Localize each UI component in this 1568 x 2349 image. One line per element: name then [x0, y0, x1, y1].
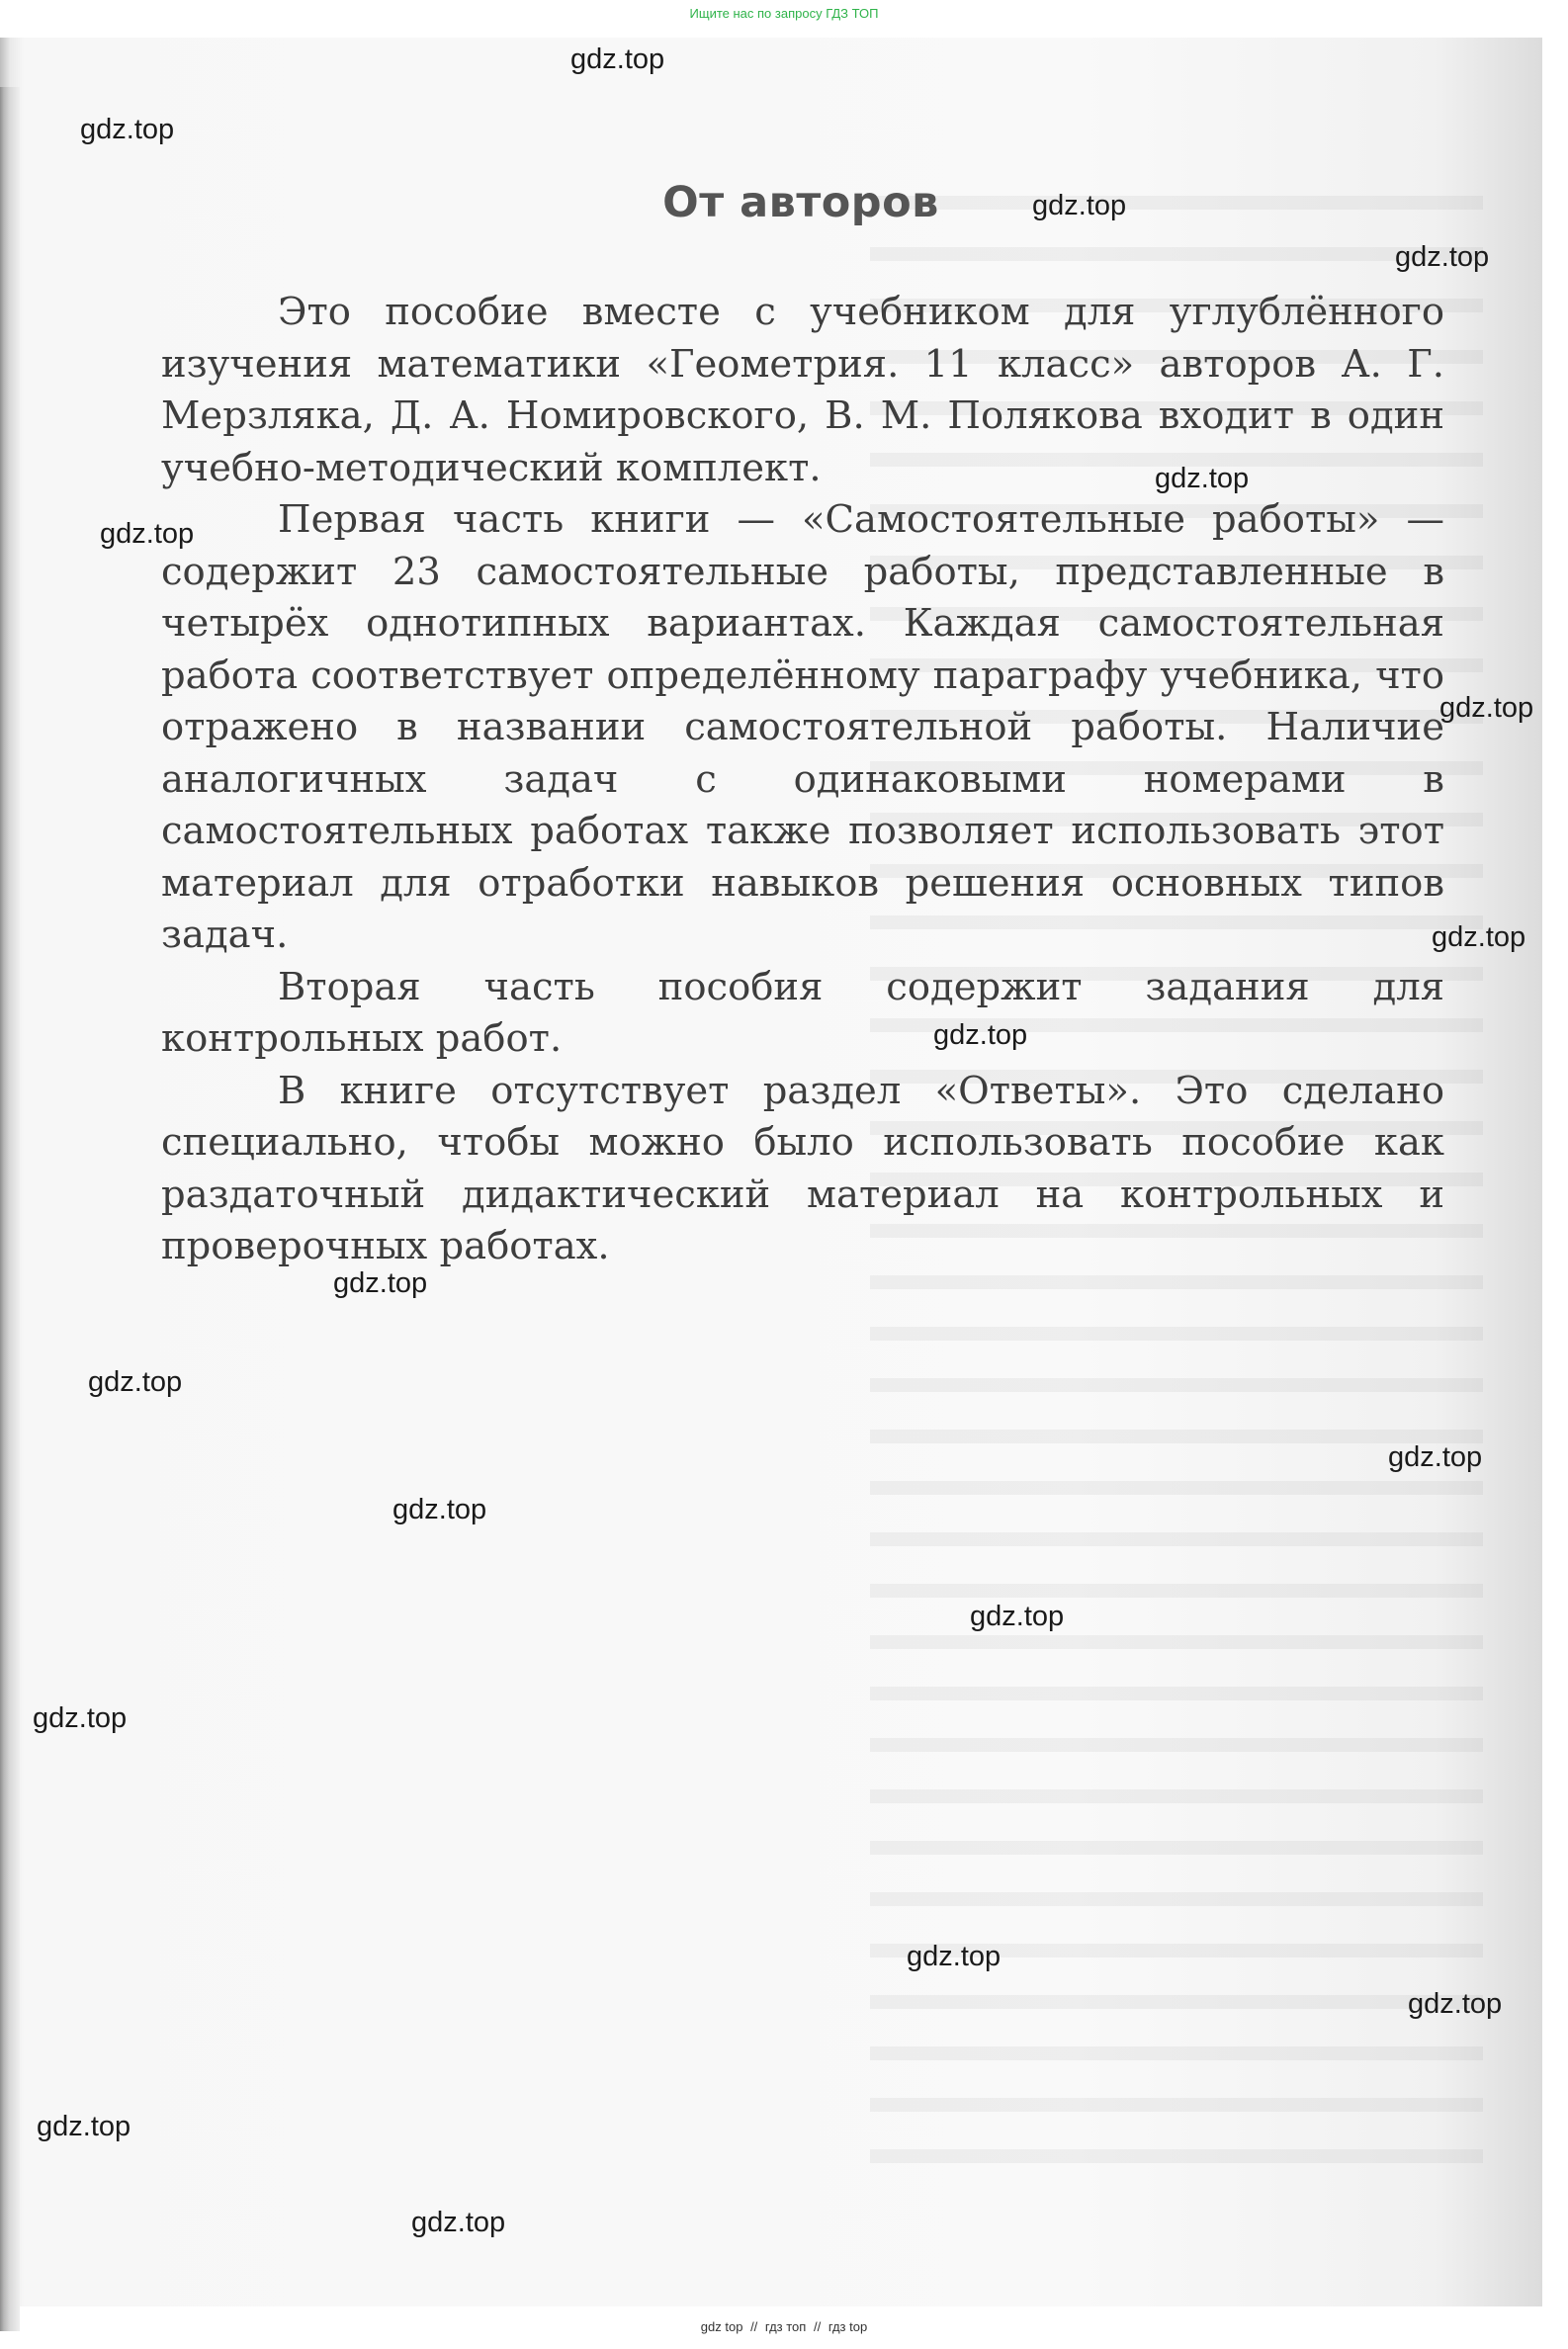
watermark: gdz.top [1155, 463, 1250, 494]
link-gdz-top-cyrillic[interactable]: гдз топ [764, 2319, 807, 2334]
watermark: gdz.top [411, 2207, 506, 2238]
watermark: gdz.top [80, 114, 175, 145]
watermark: gdz.top [970, 1601, 1065, 1632]
watermark: gdz.top [1388, 1441, 1483, 1473]
watermark: gdz.top [392, 1494, 487, 1525]
watermark: gdz.top [333, 1267, 428, 1299]
paragraph-2: Первая часть книги — «Самостоятельные работы» — содержит 23 самостоятельные работы, представленные в четырёх однотипных вариантах. Каждая самостоятельная работа соответствует определённому параграфу учебника, что отражено в названии самостоятельной работы. Наличие аналогичных задач с одинаковыми номерами в самостоятельных работах также позволяет использовать этот материал для отработки навыков решения основных типов задач. [161, 497, 1444, 957]
link-separator: // [750, 2319, 758, 2334]
watermark: gdz.top [907, 1941, 1002, 1972]
top-banner[interactable]: Ищите нас по запросу ГДЗ ТОП [689, 6, 879, 21]
paragraph-4: В книге отсутствует раздел «Ответы». Это сделано специально, чтобы можно было использовать пособие как раздаточный дидактический материал на контрольных и проверочных работах. [161, 1068, 1444, 1268]
watermark: gdz.top [1032, 190, 1127, 221]
watermark: gdz.top [933, 1019, 1028, 1051]
watermark: gdz.top [1408, 1988, 1503, 2020]
bottom-links [0, 2319, 1568, 2334]
watermark: gdz.top [1439, 692, 1534, 724]
watermark: gdz.top [33, 1702, 128, 1734]
watermark: gdz.top [570, 44, 665, 75]
paragraph-1: Это пособие вместе с учебником для углублённого изучения математики «Геометрия. 11 класс» авторов А. Г. Мерзляка, Д. А. Номировского, В. М. Полякова входит в один учебно-методический комплект. [161, 290, 1444, 490]
watermark: gdz.top [88, 1366, 183, 1398]
watermark: gdz.top [1432, 921, 1526, 953]
watermark: gdz.top [100, 518, 195, 550]
link-gdz-top[interactable]: gdz top [700, 2319, 743, 2334]
watermark: gdz.top [37, 2111, 131, 2142]
page-title: От авторов [662, 178, 939, 227]
preface-text [161, 287, 1444, 1273]
watermark: gdz.top [1395, 241, 1490, 273]
link-gdz-top-mixed[interactable]: гдз top [828, 2319, 868, 2334]
book-spine-shadow [0, 87, 20, 2331]
paragraph-3: Вторая часть пособия содержит задания для контрольных работ. [161, 964, 1444, 1061]
link-separator: // [813, 2319, 822, 2334]
